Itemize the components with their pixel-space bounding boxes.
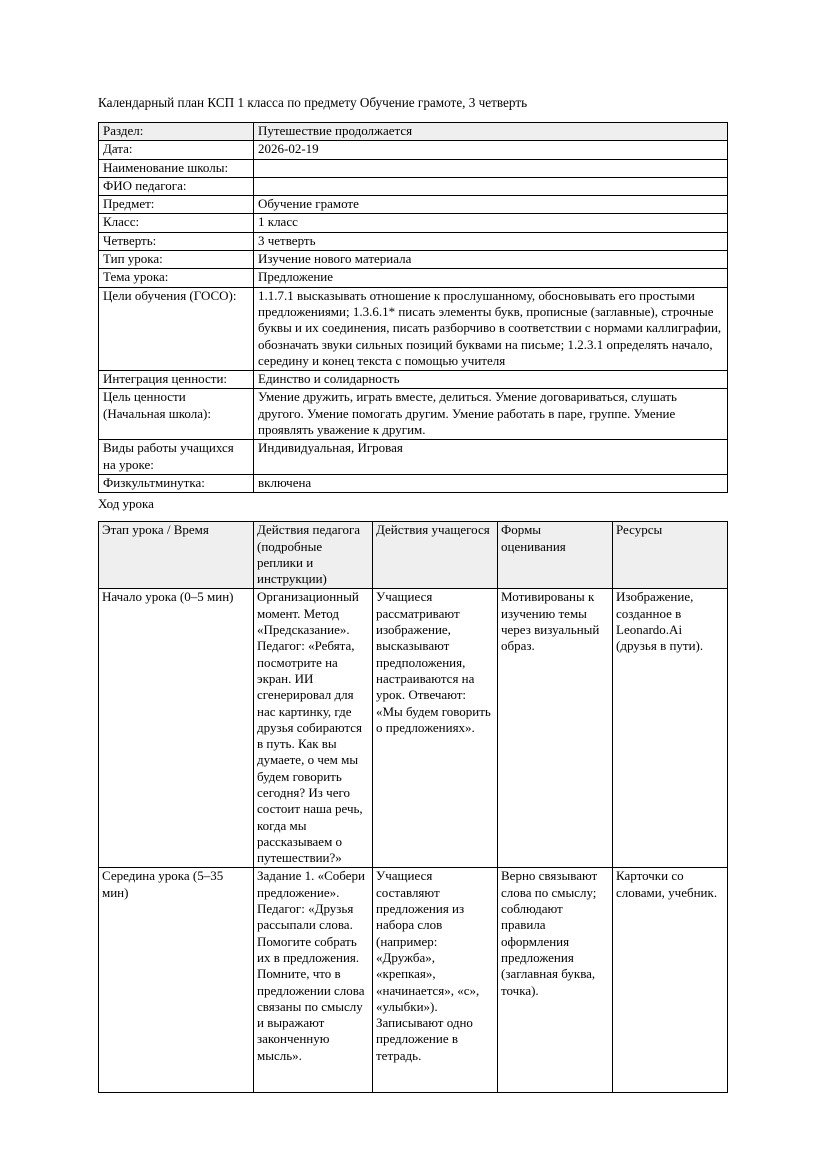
info-label: Цели обучения (ГОСО): [99, 287, 254, 370]
header-assessment-forms: Формы оценивания [498, 522, 613, 589]
info-value: Индивидуальная, Игровая [254, 440, 728, 475]
info-row-quarter [99, 232, 728, 250]
info-label: Виды работы учащихся на уроке: [99, 440, 254, 475]
info-row-razdel [99, 123, 728, 141]
info-row-school [99, 159, 728, 177]
info-row-class [99, 214, 728, 232]
info-label: Предмет: [99, 196, 254, 214]
info-label: Четверть: [99, 232, 254, 250]
cell-teacher-actions: Организационный момент. Метод «Предсказание». Педагог: «Ребята, посмотрите на экран. ИИ сгенерировал для нас картинку, где друзья собираются в путь. Как вы думаете, о чем мы будем говорить сегодня? Из чего состоит наша речь, когда мы рассказываем о путешествии?» [254, 589, 373, 868]
cell-resources: Изображение, созданное в Leonardo.Ai (друзья в пути). [613, 589, 728, 868]
info-value [254, 159, 728, 177]
header-resources: Ресурсы [613, 522, 728, 589]
info-label: Цель ценности (Начальная школа): [99, 389, 254, 440]
cell-student-actions: Учащиеся рассматривают изображение, высказывают предположения, настраиваются на урок. Отвечают: «Мы будем говорить о предложениях». [373, 589, 498, 868]
info-label: Дата: [99, 141, 254, 159]
info-value: Единство и солидарность [254, 371, 728, 389]
info-row-subject [99, 196, 728, 214]
info-row-values-integration [99, 371, 728, 389]
info-label: Раздел: [99, 123, 254, 141]
info-value: 2026-02-19 [254, 141, 728, 159]
info-value: Умение дружить, играть вместе, делиться. Умение договариваться, слушать другого. Умение помогать другим. Умение работать в паре, группе. Умение проявлять уважение к другим. [254, 389, 728, 440]
cell-teacher-actions: Задание 1. «Собери предложение». Педагог: «Друзья рассыпали слова. Помогите собрать их в предложения. Помните, что в предложении слова связаны по смыслу и выражают законченную мысль». [254, 868, 373, 1093]
info-value [254, 177, 728, 195]
info-value: 3 четверть [254, 232, 728, 250]
info-value: включена [254, 474, 728, 492]
info-row-teacher-name [99, 177, 728, 195]
info-value: 1 класс [254, 214, 728, 232]
header-stage-time: Этап урока / Время [99, 522, 254, 589]
info-label: Интеграция ценности: [99, 371, 254, 389]
info-row-data [99, 141, 728, 159]
cell-stage: Начало урока (0–5 мин) [99, 589, 254, 868]
info-value: 1.1.7.1 высказывать отношение к прослушанному, обосновывать его простыми предложениями; 1.3.6.1* писать элементы букв, прописные (заглавные), строчные буквы и их соединения, писать разборчиво в соответствии с нормами каллиграфии, обозначать звуки сильных позиций буквами на письме; 1.2.3.1 определять начало, середину и конец текста с помощью учителя [254, 287, 728, 370]
info-label: Класс: [99, 214, 254, 232]
info-value: Изучение нового материала [254, 251, 728, 269]
lesson-row-middle [99, 868, 728, 1093]
info-value: Обучение грамоте [254, 196, 728, 214]
cell-assessment: Мотивированы к изучению темы через визуальный образ. [498, 589, 613, 868]
lesson-table-header-row [99, 522, 728, 589]
cell-student-actions: Учащиеся составляют предложения из набора слов (например: «Дружба», «крепкая», «начинается», «с», «улыбки»). Записывают одно предложение в тетрадь. [373, 868, 498, 1093]
document-title: Календарный план КСП 1 класса по предмету Обучение грамоте, 3 четверть [98, 95, 528, 110]
cell-assessment: Верно связывают слова по смыслу; соблюдают правила оформления предложения (заглавная буква, точка). [498, 868, 613, 1093]
info-label: Физкультминутка: [99, 474, 254, 492]
header-teacher-actions: Действия педагога (подробные реплики и инструкции) [254, 522, 373, 589]
cell-stage: Середина урока (5–35 мин) [99, 868, 254, 1093]
cell-resources: Карточки со словами, учебник. [613, 868, 728, 1093]
info-label: Тема урока: [99, 269, 254, 287]
info-value: Путешествие продолжается [254, 123, 728, 141]
info-row-lesson-type [99, 251, 728, 269]
info-row-phys-minute [99, 474, 728, 492]
info-label: ФИО педагога: [99, 177, 254, 195]
info-label: Тип урока: [99, 251, 254, 269]
lesson-row-start [99, 589, 728, 868]
info-row-work-types [99, 440, 728, 475]
info-value: Предложение [254, 269, 728, 287]
lesson-info-table [98, 122, 728, 493]
header-student-actions: Действия учащегося [373, 522, 498, 589]
info-row-lesson-topic [99, 269, 728, 287]
info-label: Наименование школы: [99, 159, 254, 177]
section-heading: Ход урока [98, 496, 154, 512]
lesson-plan-table [98, 521, 728, 1093]
info-row-values-goal [99, 389, 728, 440]
info-row-goals [99, 287, 728, 370]
